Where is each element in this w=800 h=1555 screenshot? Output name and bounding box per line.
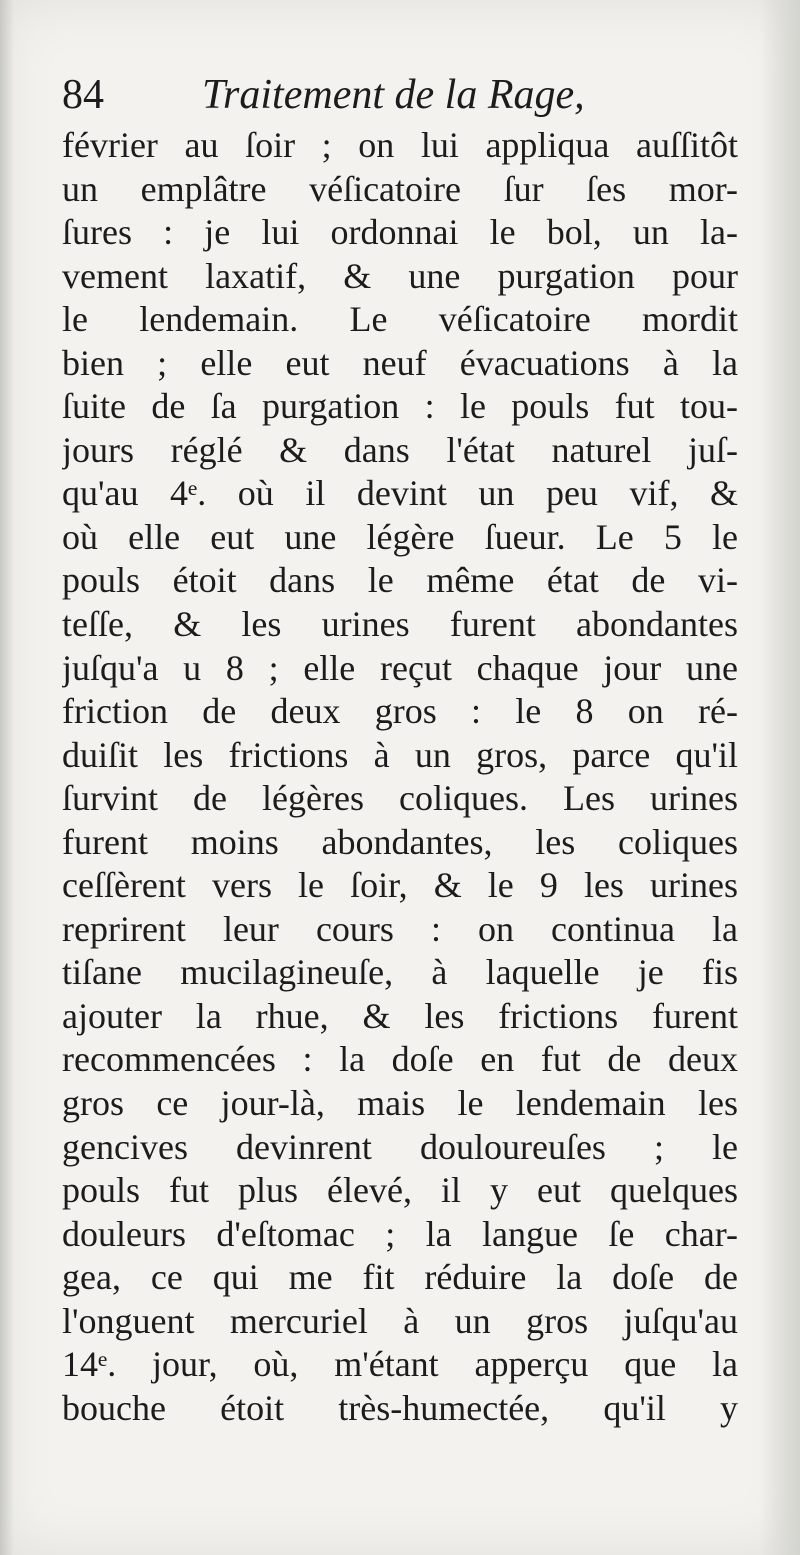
text-line: friction de deux gros : le 8 on ré- xyxy=(62,691,738,732)
text-line: jours réglé & dans l'état naturel juſ- xyxy=(62,429,738,470)
text-line: gros ce jour-là, mais le lendemain les xyxy=(62,1083,738,1124)
text-line: 14ᵉ. jour, où, m'étant apperçu que la xyxy=(62,1344,738,1385)
text-line: vement laxatif, & une purgation pour xyxy=(62,255,738,296)
text-line: un emplâtre véſicatoire ſur ſes mor- xyxy=(62,168,738,209)
text-line: gencives devinrent douloureuſes ; le xyxy=(62,1126,738,1167)
running-title: Traitement de la Rage, xyxy=(202,72,585,118)
running-head xyxy=(62,70,740,120)
text-line: ſurvint de légères coliques. Les urines xyxy=(62,778,738,819)
body-text xyxy=(62,124,738,1430)
text-line: tiſane mucilagineuſe, à laquelle je fis xyxy=(62,952,738,993)
text-line: le lendemain. Le véſicatoire mordit xyxy=(62,299,738,340)
text-line: l'onguent mercuriel à un gros juſqu'au xyxy=(62,1300,738,1341)
text-line: douleurs d'eſtomac ; la langue ſe char- xyxy=(62,1213,738,1254)
text-line: février au ſoir ; on lui appliqua auſſitôt xyxy=(62,125,738,165)
text-line: duiſit les frictions à un gros, parce qu'il xyxy=(62,734,738,775)
text-line: qu'au 4ᵉ. où il devint un peu vif, & xyxy=(62,473,738,514)
page-number: 84 xyxy=(62,72,104,118)
text-line: teſſe, & les urines furent abondantes xyxy=(62,604,738,645)
text-line: où elle eut une légère ſueur. Le 5 le xyxy=(62,516,738,557)
text-line: bien ; elle eut neuf évacuations à la xyxy=(62,342,738,383)
text-line: reprirent leur cours : on continua la xyxy=(62,908,738,949)
text-line: gea, ce qui me fit réduire la doſe de xyxy=(62,1257,738,1298)
text-line: ſuite de ſa purgation : le pouls fut tou- xyxy=(62,386,738,427)
text-line: recommencées : la doſe en fut de deux xyxy=(62,1039,738,1080)
text-line: bouche étoit très-humectée, qu'il y xyxy=(62,1387,738,1428)
text-line: pouls étoit dans le même état de vi- xyxy=(62,560,738,601)
text-line: ſures : je lui ordonnai le bol, un la- xyxy=(62,212,738,253)
text-line: ajouter la rhue, & les frictions furent xyxy=(62,995,738,1036)
text-line: ceſſèrent vers le ſoir, & le 9 les urines xyxy=(62,865,738,906)
text-line: furent moins abondantes, les coliques xyxy=(62,821,738,862)
text-line: juſqu'a u 8 ; elle reçut chaque jour une xyxy=(62,647,738,688)
text-line: pouls fut plus élevé, il y eut quelques xyxy=(62,1170,738,1211)
